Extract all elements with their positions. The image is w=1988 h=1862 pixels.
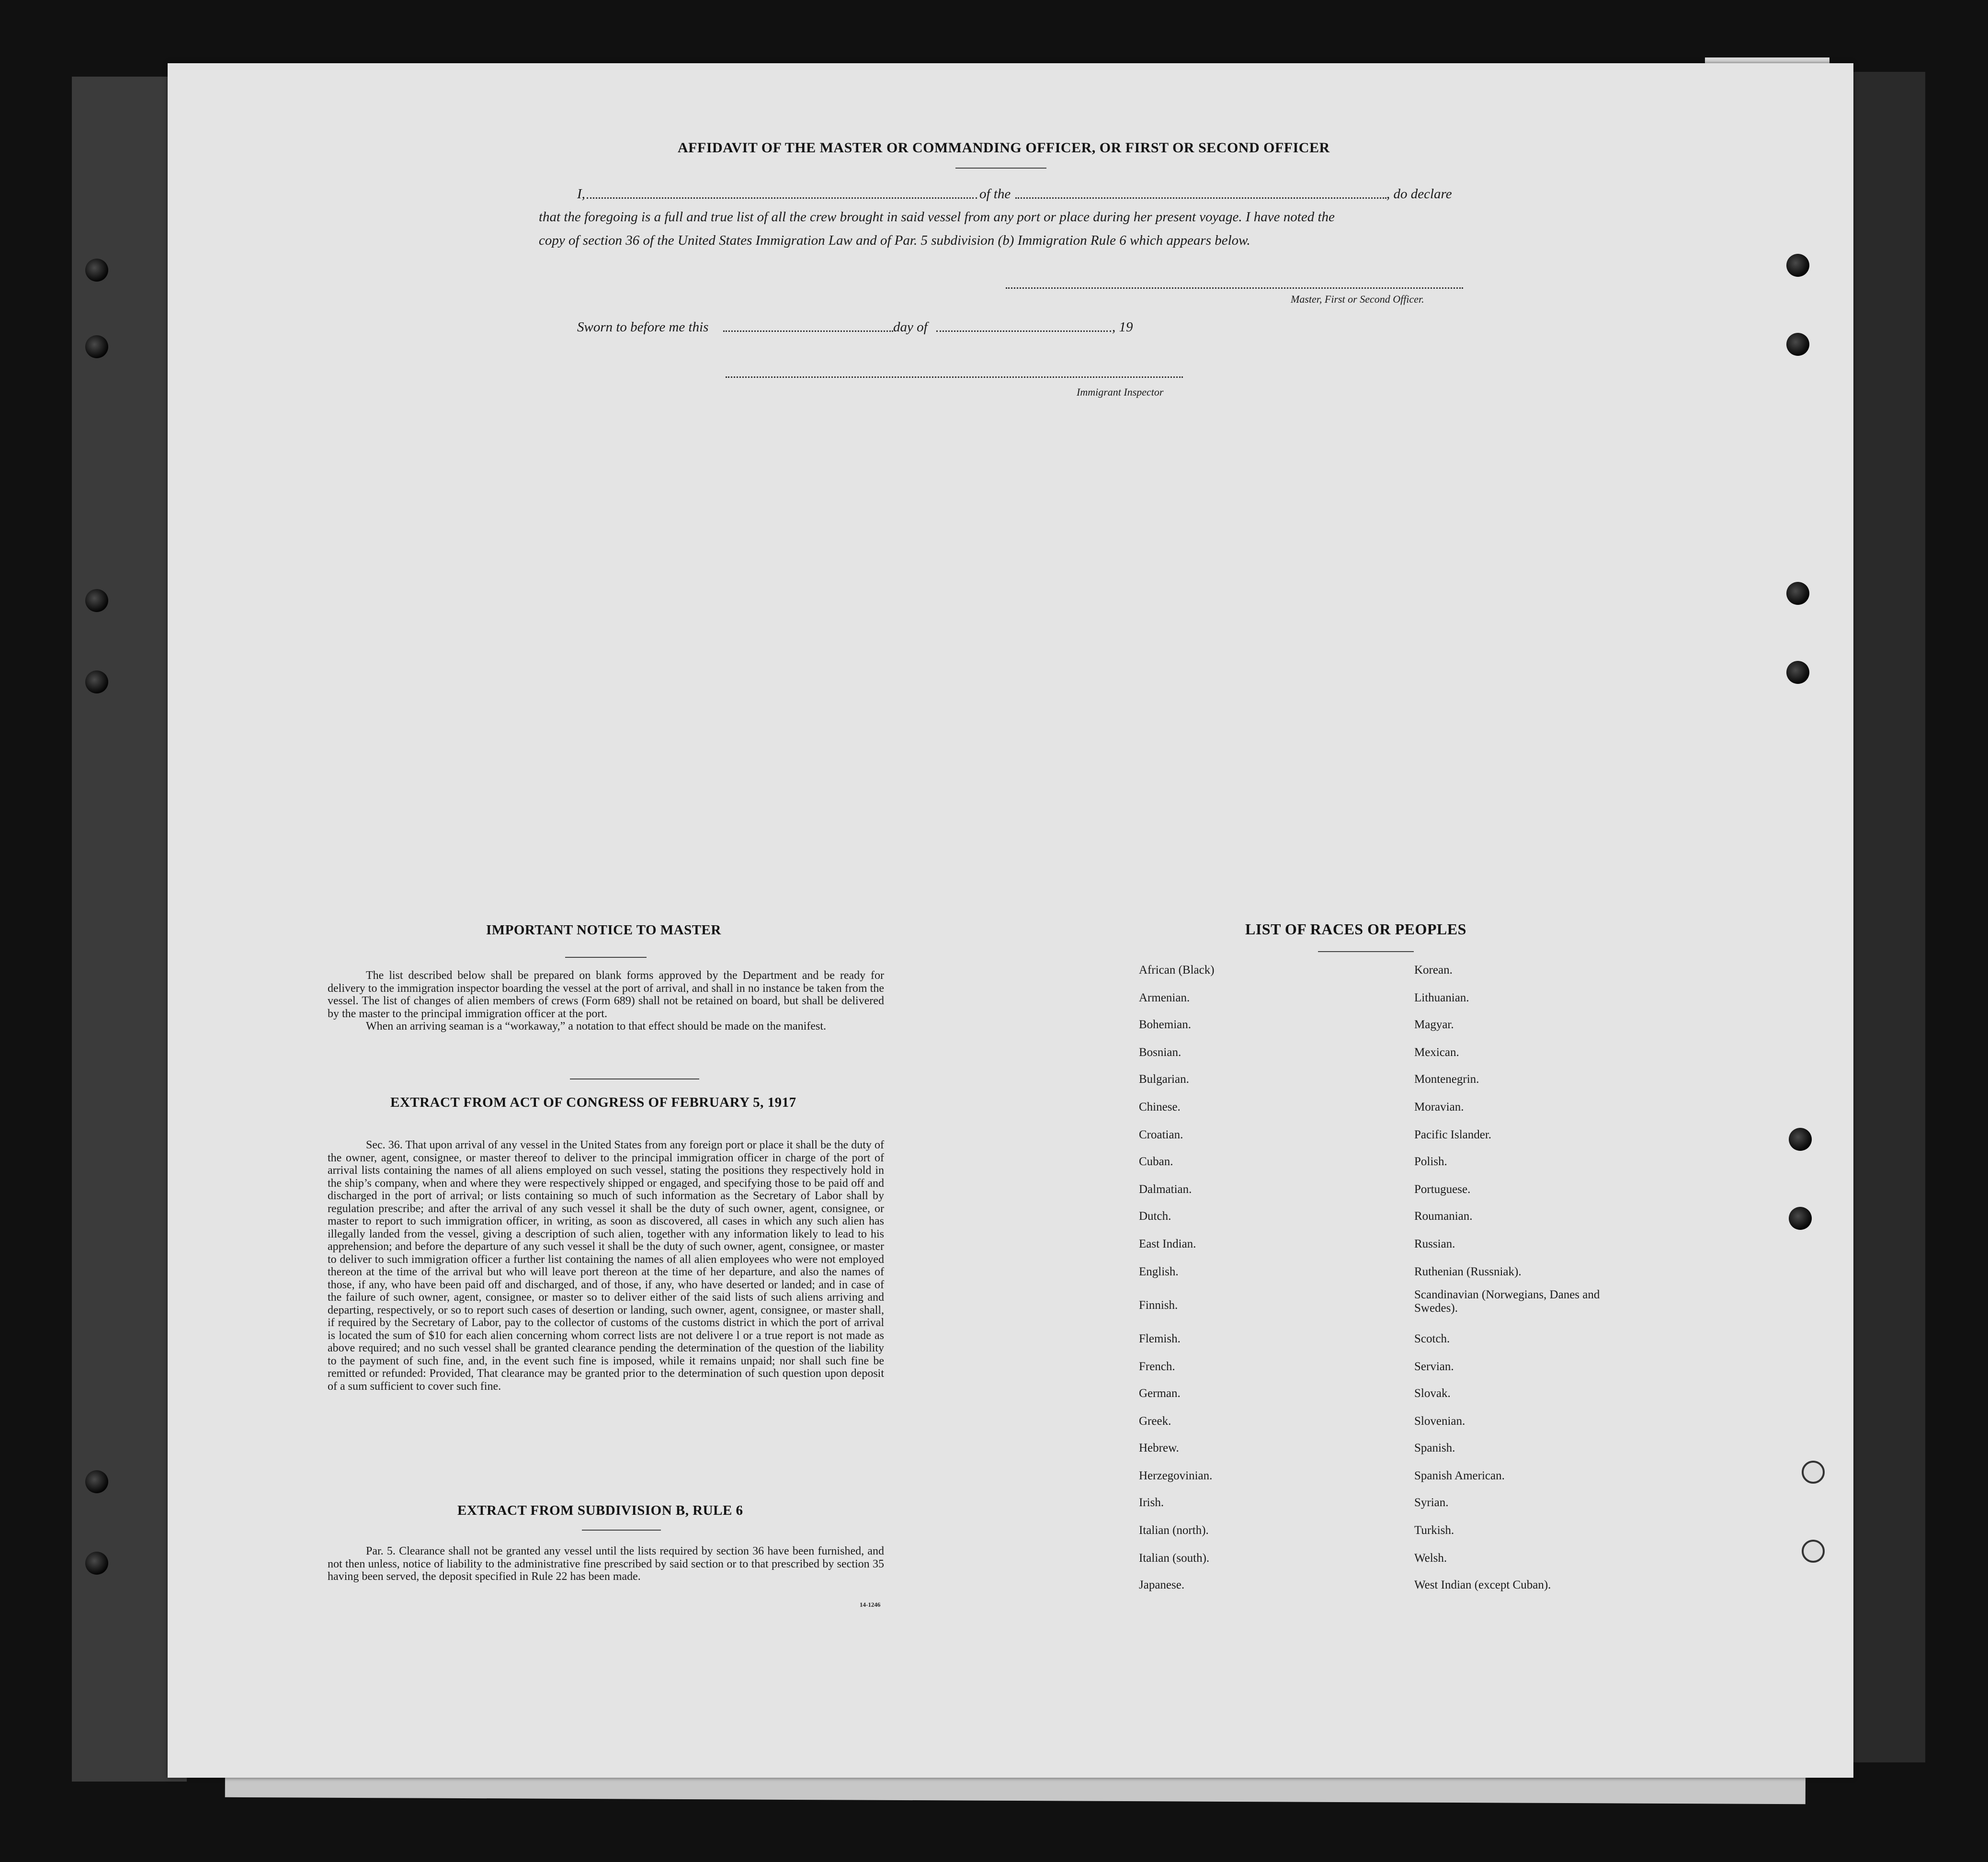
inspector-signature-field[interactable] [726, 376, 1183, 378]
notice-paragraph: The list described below shall be prepared on blank forms approved by the Department and be ready for delivery to the immigration inspector boarding the vessel at the port of arrival, and shall in no instance be taken from the vessel. The list of changes of alien members of crews (Form 689) shall not be retained on board, but shall be delivered by the master to the principal immigration officer at the port. [328, 969, 884, 1020]
punch-hole-icon [1789, 1207, 1812, 1230]
race-item: Flemish. [1139, 1332, 1181, 1345]
name-field[interactable] [587, 197, 977, 199]
race-item: Russian. [1414, 1238, 1455, 1250]
race-item: Herzegovinian. [1139, 1469, 1213, 1482]
race-item: Welsh. [1414, 1552, 1447, 1565]
race-item: Slovak. [1414, 1387, 1451, 1400]
affidavit-of-the-label: of the [979, 186, 1011, 202]
race-item: German. [1139, 1387, 1181, 1400]
race-item: Spanish American. [1414, 1469, 1505, 1482]
race-item: Dalmatian. [1139, 1183, 1192, 1196]
punch-hole-icon [85, 335, 108, 358]
race-item: Bulgarian. [1139, 1073, 1189, 1086]
inspector-caption: Immigrant Inspector [1077, 386, 1164, 398]
punch-hole-icon [1789, 1128, 1812, 1151]
form-number: 14-1246 [860, 1601, 881, 1608]
punch-hole-icon [1786, 661, 1809, 684]
race-item: Hebrew. [1139, 1442, 1179, 1454]
race-item: Montenegrin. [1414, 1073, 1479, 1086]
act-text: Sec. 36. That upon arrival of any vessel in the United States from any foreign port or place it shall be the duty of the owner, agent, consignee, or master thereof to deliver to the principal immigration officer in charge of the port of arrival lists containing the names of all aliens employed on such vessel, stating the positions they respectively hold in the ship’s company, when and where they were respectively shipped or engaged, and specifying those to be paid off and discharged in the port of arrival; or lists containing so much of such information as the Secretary of Labor shall by regulation prescribe; and after the arrival of any such vessel it shall be the duty of such owner, agent, consignee, or master to report to such immigration officer, in writing, as soon as discovered, all cases in which any such alien has illegally landed from the vessel, giving a description of such alien, together with any information likely to lead to his apprehension; and before the departure of any such vessel it shall be the duty of such owner, agent, consignee, or master to deliver to such immigration officer a further list containing the names of all alien employees who were not employed thereon at the time of the arrival but who will leave port thereon at the time of her departure, and also the names of those, if any, who have been paid off and discharged, and of those, if any, who have deserted or landed; and in case of the failure of such owner, agent, consignee, or master so to deliver either of the said lists of such aliens arriving and departing, respectively, or so to report such cases of desertion or landing, such owner, agent, consignee, or master shall, if required by the Secretary of Labor, pay to the collector of customs of the customs district in which the port of arrival is located the sum of $10 for each alien concerning whom correct lists are not delivere l or a true report is not made as above required; and no such vessel shall be granted clearance pending the determination of the question of the liability to the payment of such fine, and, in the event such fine is imposed, while it remains unpaid; nor shall such fine be remitted or refunded: Provided, That clearance may be granted prior to the determination of such question upon deposit of a sum sufficient to cover such fine. [328, 1139, 884, 1393]
race-item: Servian. [1414, 1360, 1454, 1373]
race-item: Polish. [1414, 1155, 1447, 1168]
race-item: Bosnian. [1139, 1046, 1181, 1059]
race-item: Italian (south). [1139, 1552, 1210, 1565]
punch-hole-icon [1786, 254, 1809, 277]
race-item: Lithuanian. [1414, 991, 1469, 1004]
race-item: Scandinavian (Norwegians, Danes and Swedes). [1414, 1288, 1600, 1315]
race-item: Greek. [1139, 1415, 1171, 1428]
rule-body [328, 1545, 884, 1583]
punch-hole-icon [85, 670, 108, 693]
race-item: Pacific Islander. [1414, 1128, 1492, 1141]
race-item: African (Black) [1139, 964, 1215, 976]
race-item: Moravian. [1414, 1101, 1464, 1113]
race-item: Finnish. [1139, 1299, 1178, 1312]
act-body [328, 1139, 884, 1393]
punch-hole-icon [85, 259, 108, 282]
races-title: LIST OF RACES OR PEOPLES [1245, 920, 1466, 938]
punch-hole-icon [85, 589, 108, 612]
race-item: Spanish. [1414, 1442, 1455, 1454]
affidavit-line2: that the foregoing is a full and true list of all the crew brought in said vessel from any port or place during her present voyage. I have noted the [539, 209, 1335, 225]
notice-body [328, 969, 884, 1033]
notice-paragraph: When an arriving seaman is a “workaway,” a notation to that effect should be made on the manifest. [366, 1020, 826, 1033]
race-item: Slovenian. [1414, 1415, 1465, 1428]
race-item: Mexican. [1414, 1046, 1459, 1059]
affidavit-line3: copy of section 36 of the United States Immigration Law and of Par. 5 subdivision (b) Immigration Rule 6 which appears below. [539, 233, 1250, 248]
sworn-date-field[interactable] [723, 330, 893, 332]
divider [1318, 951, 1414, 952]
race-item: West Indian (except Cuban). [1414, 1578, 1551, 1591]
ring-hole-icon [1802, 1461, 1825, 1484]
form-page [168, 63, 1853, 1778]
sworn-label: Sworn to before me this [577, 319, 709, 335]
act-title: EXTRACT FROM ACT OF CONGRESS OF FEBRUARY 5, 1917 [390, 1095, 796, 1110]
punch-hole-icon [85, 1470, 108, 1493]
rule-text: Par. 5. Clearance shall not be granted any vessel until the lists required by section 36 have been furnished, and not then unless, notice of liability to the administrative fine prescribed by said section or to that prescribed by section 35 having been served, the deposit specified in Rule 22 has been made. [328, 1545, 884, 1583]
race-item: Magyar. [1414, 1018, 1454, 1031]
race-item: Dutch. [1139, 1210, 1171, 1223]
race-item: Armenian. [1139, 991, 1190, 1004]
race-item: Chinese. [1139, 1101, 1181, 1113]
punch-hole-icon [1786, 582, 1809, 605]
race-item: Scotch. [1414, 1332, 1450, 1345]
race-item: Roumanian. [1414, 1210, 1473, 1223]
punch-hole-icon [1786, 333, 1809, 356]
vessel-field[interactable] [1015, 197, 1386, 199]
notice-title: IMPORTANT NOTICE TO MASTER [486, 922, 721, 938]
race-item: Irish. [1139, 1496, 1164, 1509]
punch-hole-icon [85, 1552, 108, 1575]
race-item: Japanese. [1139, 1578, 1185, 1591]
ring-hole-icon [1802, 1540, 1825, 1563]
race-item: French. [1139, 1360, 1175, 1373]
race-item: Croatian. [1139, 1128, 1183, 1141]
race-item: Ruthenian (Russniak). [1414, 1265, 1522, 1278]
divider [565, 957, 647, 958]
year-label: , 19 [1112, 319, 1133, 335]
race-item: East Indian. [1139, 1238, 1196, 1250]
affidavit-declare-label: , do declare [1386, 186, 1452, 202]
signature-caption: Master, First or Second Officer. [1291, 293, 1424, 305]
sworn-month-field[interactable] [936, 330, 1111, 332]
affidavit-i-label: I, [577, 186, 585, 202]
race-item: Italian (north). [1139, 1524, 1209, 1537]
divider [955, 168, 1046, 169]
affidavit-title: AFFIDAVIT OF THE MASTER OR COMMANDING OFFICER, OR FIRST OR SECOND OFFICER [678, 140, 1330, 156]
race-item: Korean. [1414, 964, 1453, 976]
race-item: Cuban. [1139, 1155, 1173, 1168]
rule-title: EXTRACT FROM SUBDIVISION B, RULE 6 [457, 1503, 743, 1518]
race-item: Syrian. [1414, 1496, 1449, 1509]
divider [582, 1530, 661, 1531]
day-of-label: day of [893, 319, 928, 335]
officer-signature-field[interactable] [1006, 287, 1463, 289]
race-item: Portuguese. [1414, 1183, 1471, 1196]
race-item: Turkish. [1414, 1524, 1454, 1537]
race-item: English. [1139, 1265, 1179, 1278]
race-item: Bohemian. [1139, 1018, 1192, 1031]
